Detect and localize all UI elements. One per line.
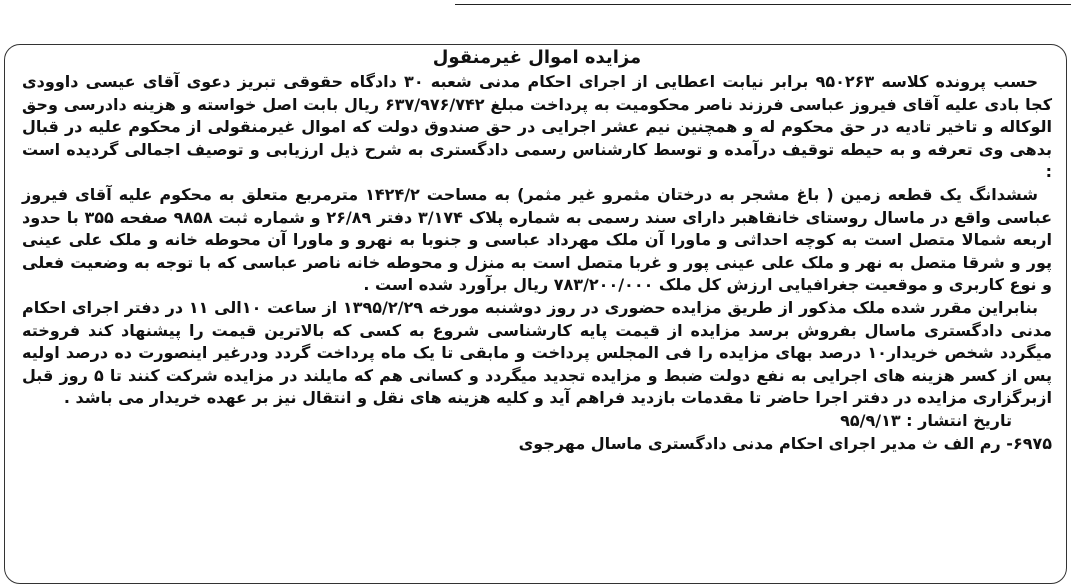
notice-title: مزایده اموال غیرمنقول <box>432 47 642 68</box>
signature-line: ۶۹۷۵- رم الف ث مدیر اجرای احکام مدنی دادگستری ماسال مهرجوی <box>518 433 1052 453</box>
top-divider <box>455 4 1071 5</box>
paragraph-property-description: ششدانگ یک قطعه زمین ( باغ مشجر به درختان مثمرو غیر مثمر) به مساحت ۱۴۲۴/۲ مترمربع متعلق به محکوم علیه آقای فیروز عباسی واقع در ماسال روستای خانقاهبر دارای سند رسمی به شماره پلاک ۳/۱۷۴ دفتر ۲۶/۸۹ و شماره ثبت ۹۸۵۸ صفحه ۳۵۵ با حدود اربعه شمالا متصل است به کوچه احداثی و ماورا آن ملک مهرداد عباسی و جنوبا به نهرو و ماورا آن محوطه خانه و ملک علی عینی پور و شرقا متصل به نهر و ملک علی عینی پور و غربا متصل است به منزل و محوطه خانه ناصر عباسی که با توجه به وضعیت فعلی و نوع کاربری و موقعیت جغرافیایی ارزش کل ملک ۷۸۳/۲۰۰/۰۰۰ ریال برآورد شده است . <box>22 184 1053 295</box>
publish-date: تاریخ انتشار : ۹۵/۹/۱۳ <box>840 410 1012 430</box>
paragraph-auction-terms: بنابراین مقرر شده ملک مذکور از طریق مزایده حضوری در روز دوشنبه مورخه ۱۳۹۵/۲/۲۹ از ساعت ۱۰الی ۱۱ در دفتر اجرای احکام مدنی دادگستری ماسال بفروش برسد مزایده از قیمت پایه کارشناسی شروع به کسی که بالاترین قیمت را پیشنهاد کند فروخته میگردد شخص خریدار۱۰ درصد بهای مزایده را فی المجلس پرداخت و مابقی تا یک ماه پرداخت گردد ودرغیر اینصورت ده درصد اولیه پس از کسر هزینه های اجرایی به نفع دولت ضبط و مزایده تجدید میگردد و کسانی هم که مایلند در مزایده شرکت کنند تا ۵ روز قبل ازبرگزاری مزایده در دفتر اجرا حاضر تا مقدمات بازدید فراهم آید و کلیه هزینه های نقل و انتقال نیز بر عهده خریدار می باشد . <box>22 297 1053 408</box>
notice-content <box>22 46 1052 455</box>
paragraph-case-details: حسب پرونده کلاسه ۹۵۰۲۶۳ برابر نیابت اعطایی از اجرای احکام مدنی شعبه ۳۰ دادگاه حقوقی تبریز دعوی آقای عیسی داوودی کجا بادی علیه آقای فیروز عباسی فرزند ناصر محکومیت به پرداخت مبلغ ۶۳۷/۹۷۶/۷۴۲ ریال بابت اصل خواسته و هزینه دادرسی وحق الوکاله و تاخیر تادیه در حق محکوم له و همچنین نیم عشر اجرایی در حق صندوق دولت که اموال غیرمنقولی از محکوم علیه در قبال بدهی وی تعرفه و به حیطه توقیف درآمده و توسط کارشناس رسمی دادگستری به شرح ذیل ارزیابی و توصیف اجمالی گردیده است : <box>22 72 1052 182</box>
